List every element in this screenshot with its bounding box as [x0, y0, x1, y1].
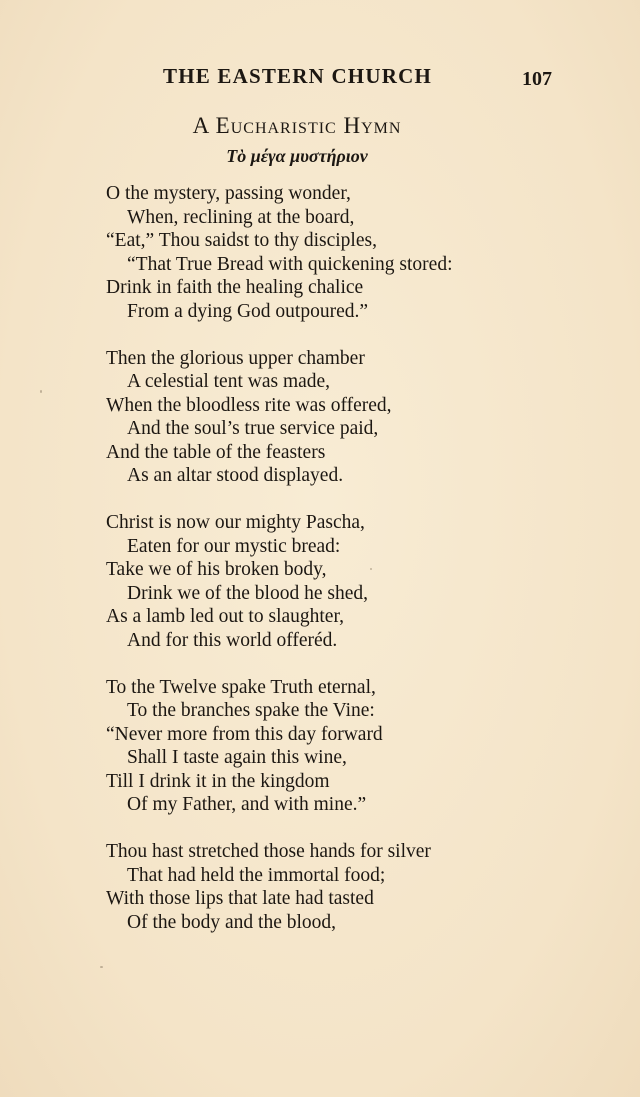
stanza-5 — [106, 840, 452, 934]
verse-line: Take we of his broken body, — [106, 559, 327, 580]
verse-line: From a dying God outpoured.” — [127, 300, 369, 322]
verse-line: O the mystery, passing wonder, — [106, 183, 351, 204]
poem — [106, 182, 452, 958]
stanza-2 — [106, 347, 452, 488]
verse-line: Of the body and the blood, — [127, 911, 337, 933]
paper-speck — [100, 966, 103, 968]
verse-line: With those lips that late had tasted — [106, 888, 374, 909]
verse-line: Eaten for our mystic bread: — [127, 535, 341, 557]
page-number: 107 — [522, 68, 552, 90]
verse-line: A celestial tent was made, — [127, 371, 331, 392]
verse-line: Thou hast stretched those hands for silver — [106, 841, 431, 862]
verse-line: To the Twelve spake Truth eternal, — [106, 676, 376, 698]
verse-line: As a lamb led out to slaughter, — [106, 606, 345, 627]
running-head: THE EASTERN CHURCH — [163, 64, 432, 88]
hymn-title: A Eucharistic Hymn — [192, 113, 402, 138]
verse-line: Shall I taste again this wine, — [127, 747, 347, 768]
verse-line: And the table of the feasters — [106, 441, 326, 463]
verse-line: When, reclining at the board, — [127, 206, 355, 228]
verse-line: “That True Bread with quickening stored: — [127, 253, 453, 275]
verse-line: As an altar stood displayed. — [127, 465, 344, 486]
verse-line: Drink we of the blood he shed, — [127, 582, 368, 604]
verse-line: Christ is now our mighty Pascha, — [106, 512, 365, 533]
verse-line: Then the glorious upper chamber — [106, 347, 365, 369]
verse-line: “Eat,” Thou saidst to thy disciples, — [106, 230, 377, 251]
verse-line: Till I drink it in the kingdom — [106, 770, 330, 792]
verse-line: Drink in faith the healing chalice — [106, 277, 364, 298]
stanza-1 — [106, 182, 452, 323]
paper-speck — [40, 390, 42, 393]
verse-line: When the bloodless rite was offered, — [106, 394, 392, 416]
verse-line: That had held the immortal food; — [127, 864, 386, 886]
verse-line: And for this world offeréd. — [127, 629, 338, 651]
paper-speck — [370, 568, 372, 570]
verse-line: To the branches spake the Vine: — [127, 700, 375, 721]
stanza-4 — [106, 676, 452, 817]
stanza-3 — [106, 511, 452, 652]
verse-line: “Never more from this day forward — [106, 723, 383, 745]
verse-line: And the soul’s true service paid, — [127, 418, 379, 439]
verse-line: Of my Father, and with mine.” — [127, 794, 367, 815]
greek-subtitle: Τὸ μέγα μυστήριον — [226, 146, 368, 166]
